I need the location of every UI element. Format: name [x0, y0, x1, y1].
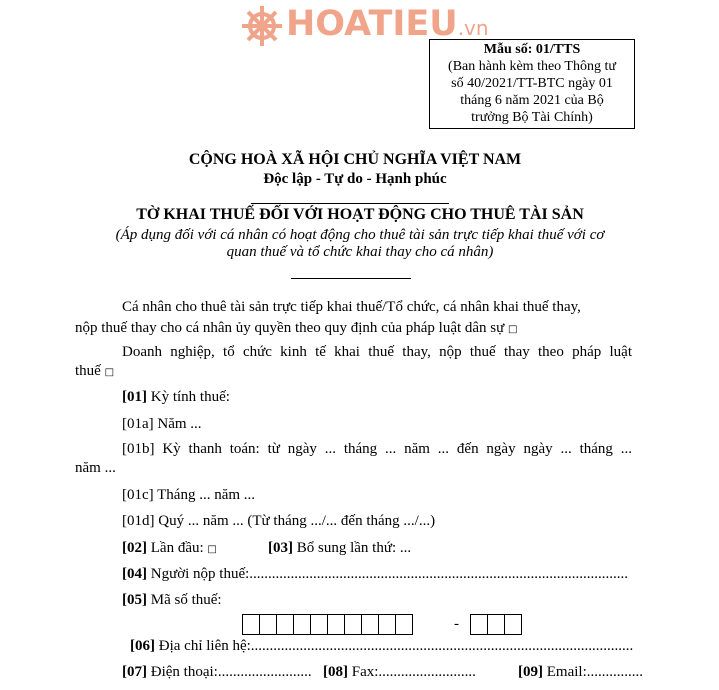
field-07-phone: [07] Điện thoại:......................... — [122, 664, 312, 680]
field-01a-year: [01a] Năm ... — [122, 416, 202, 432]
field-01-tax-period: [01] Kỳ tính thuế: — [122, 389, 230, 405]
motto: Độc lập - Tự do - Hạnh phúc — [263, 171, 447, 187]
tax-id-digit-box[interactable] — [294, 614, 311, 635]
document-subtitle: (Áp dụng đối với cá nhân có hoạt động cho thuê tài sản trực tiếp khai thuế với cơ quan thuế và tổ chức khai thay cho cá nhân) — [115, 227, 605, 260]
tax-id-digit-box[interactable] — [488, 614, 505, 635]
para1-line1: Cá nhân cho thuê tài sản trực tiếp khai thuế/Tổ chức, cá nhân khai thuế thay, — [122, 299, 581, 315]
logo-wordmark: HOATIEU.vn — [286, 4, 489, 44]
tax-id-dash: - — [454, 616, 459, 632]
form-code-box — [429, 39, 635, 129]
form-note-line: (Ban hành kèm theo Thông tư — [448, 59, 616, 74]
checkbox-first-time[interactable]: □ — [207, 544, 217, 555]
tax-id-digit-box[interactable] — [379, 614, 396, 635]
tax-id-digit-box[interactable] — [470, 614, 488, 635]
para2-line1: Doanh nghiệp, tổ chức kinh tế khai thuế thay, nộp thuế thay theo pháp luật — [122, 344, 632, 360]
tax-id-digit-box[interactable] — [311, 614, 328, 635]
nation-heading: CỘNG HOÀ XÃ HỘI CHỦ NGHĨA VIỆT NAM — [188, 151, 522, 168]
tax-id-digit-box[interactable] — [242, 614, 260, 635]
para2-line2: thuế □ — [75, 363, 115, 379]
tax-id-branch-boxes[interactable] — [470, 614, 522, 635]
tax-id-digit-box[interactable] — [328, 614, 345, 635]
tax-id-digit-box[interactable] — [260, 614, 277, 635]
tax-id-digit-box[interactable] — [277, 614, 294, 635]
tax-id-digit-box[interactable] — [362, 614, 379, 635]
para1-line2: nộp thuế thay cho cá nhân ủy quyền theo quy định của pháp luật dân sự □ — [75, 320, 518, 336]
field-04-taxpayer: [04] Người nộp thuế:..................................................................................................... — [122, 566, 629, 582]
form-note-line: trưởng Bộ Tài Chính) — [471, 110, 593, 125]
tax-id-digit-box[interactable] — [345, 614, 362, 635]
form-note-line: số 40/2021/TT-BTC ngày 01 — [451, 76, 613, 91]
field-01d-quarter: [01d] Quý ... năm ... (Từ tháng .../... đến tháng .../...) — [122, 513, 436, 529]
tax-id-main-boxes[interactable] — [242, 614, 413, 635]
field-09-email: [09] Email:............... — [518, 664, 643, 680]
field-05-tax-id: [05] Mã số thuế: — [122, 592, 222, 608]
field-02-first-time: [02] Lần đầu: □ — [122, 540, 217, 556]
field-08-fax: [08] Fax:.......................... — [323, 664, 476, 680]
form-note-line: tháng 6 năm 2021 của Bộ — [460, 93, 604, 108]
field-06-address: [06] Địa chỉ liên hệ:...................................................................................................... — [130, 638, 634, 654]
motto-underline — [251, 203, 449, 204]
title-divider — [291, 278, 411, 279]
field-01b-payment-period: [01b] Kỳ thanh toán: từ ngày ... tháng ... năm ... đến ngày ngày ... tháng ... — [122, 441, 632, 457]
tax-id-digit-box[interactable] — [396, 614, 413, 635]
checkbox-enterprise[interactable]: □ — [104, 367, 115, 378]
checkbox-individual[interactable]: □ — [508, 324, 518, 335]
field-01c-month: [01c] Tháng ... năm ... — [122, 487, 256, 503]
ship-wheel-icon — [240, 4, 284, 48]
document-title: TỜ KHAI THUẾ ĐỐI VỚI HOẠT ĐỘNG CHO THUÊ TÀI SẢN — [136, 206, 584, 223]
form-code: Mẫu số: 01/TTS — [483, 42, 581, 57]
field-03-supplement: [03] Bổ sung lần thứ: ... — [268, 540, 412, 556]
field-01b-line2: năm ... — [75, 460, 116, 476]
tax-id-digit-box[interactable] — [505, 614, 522, 635]
